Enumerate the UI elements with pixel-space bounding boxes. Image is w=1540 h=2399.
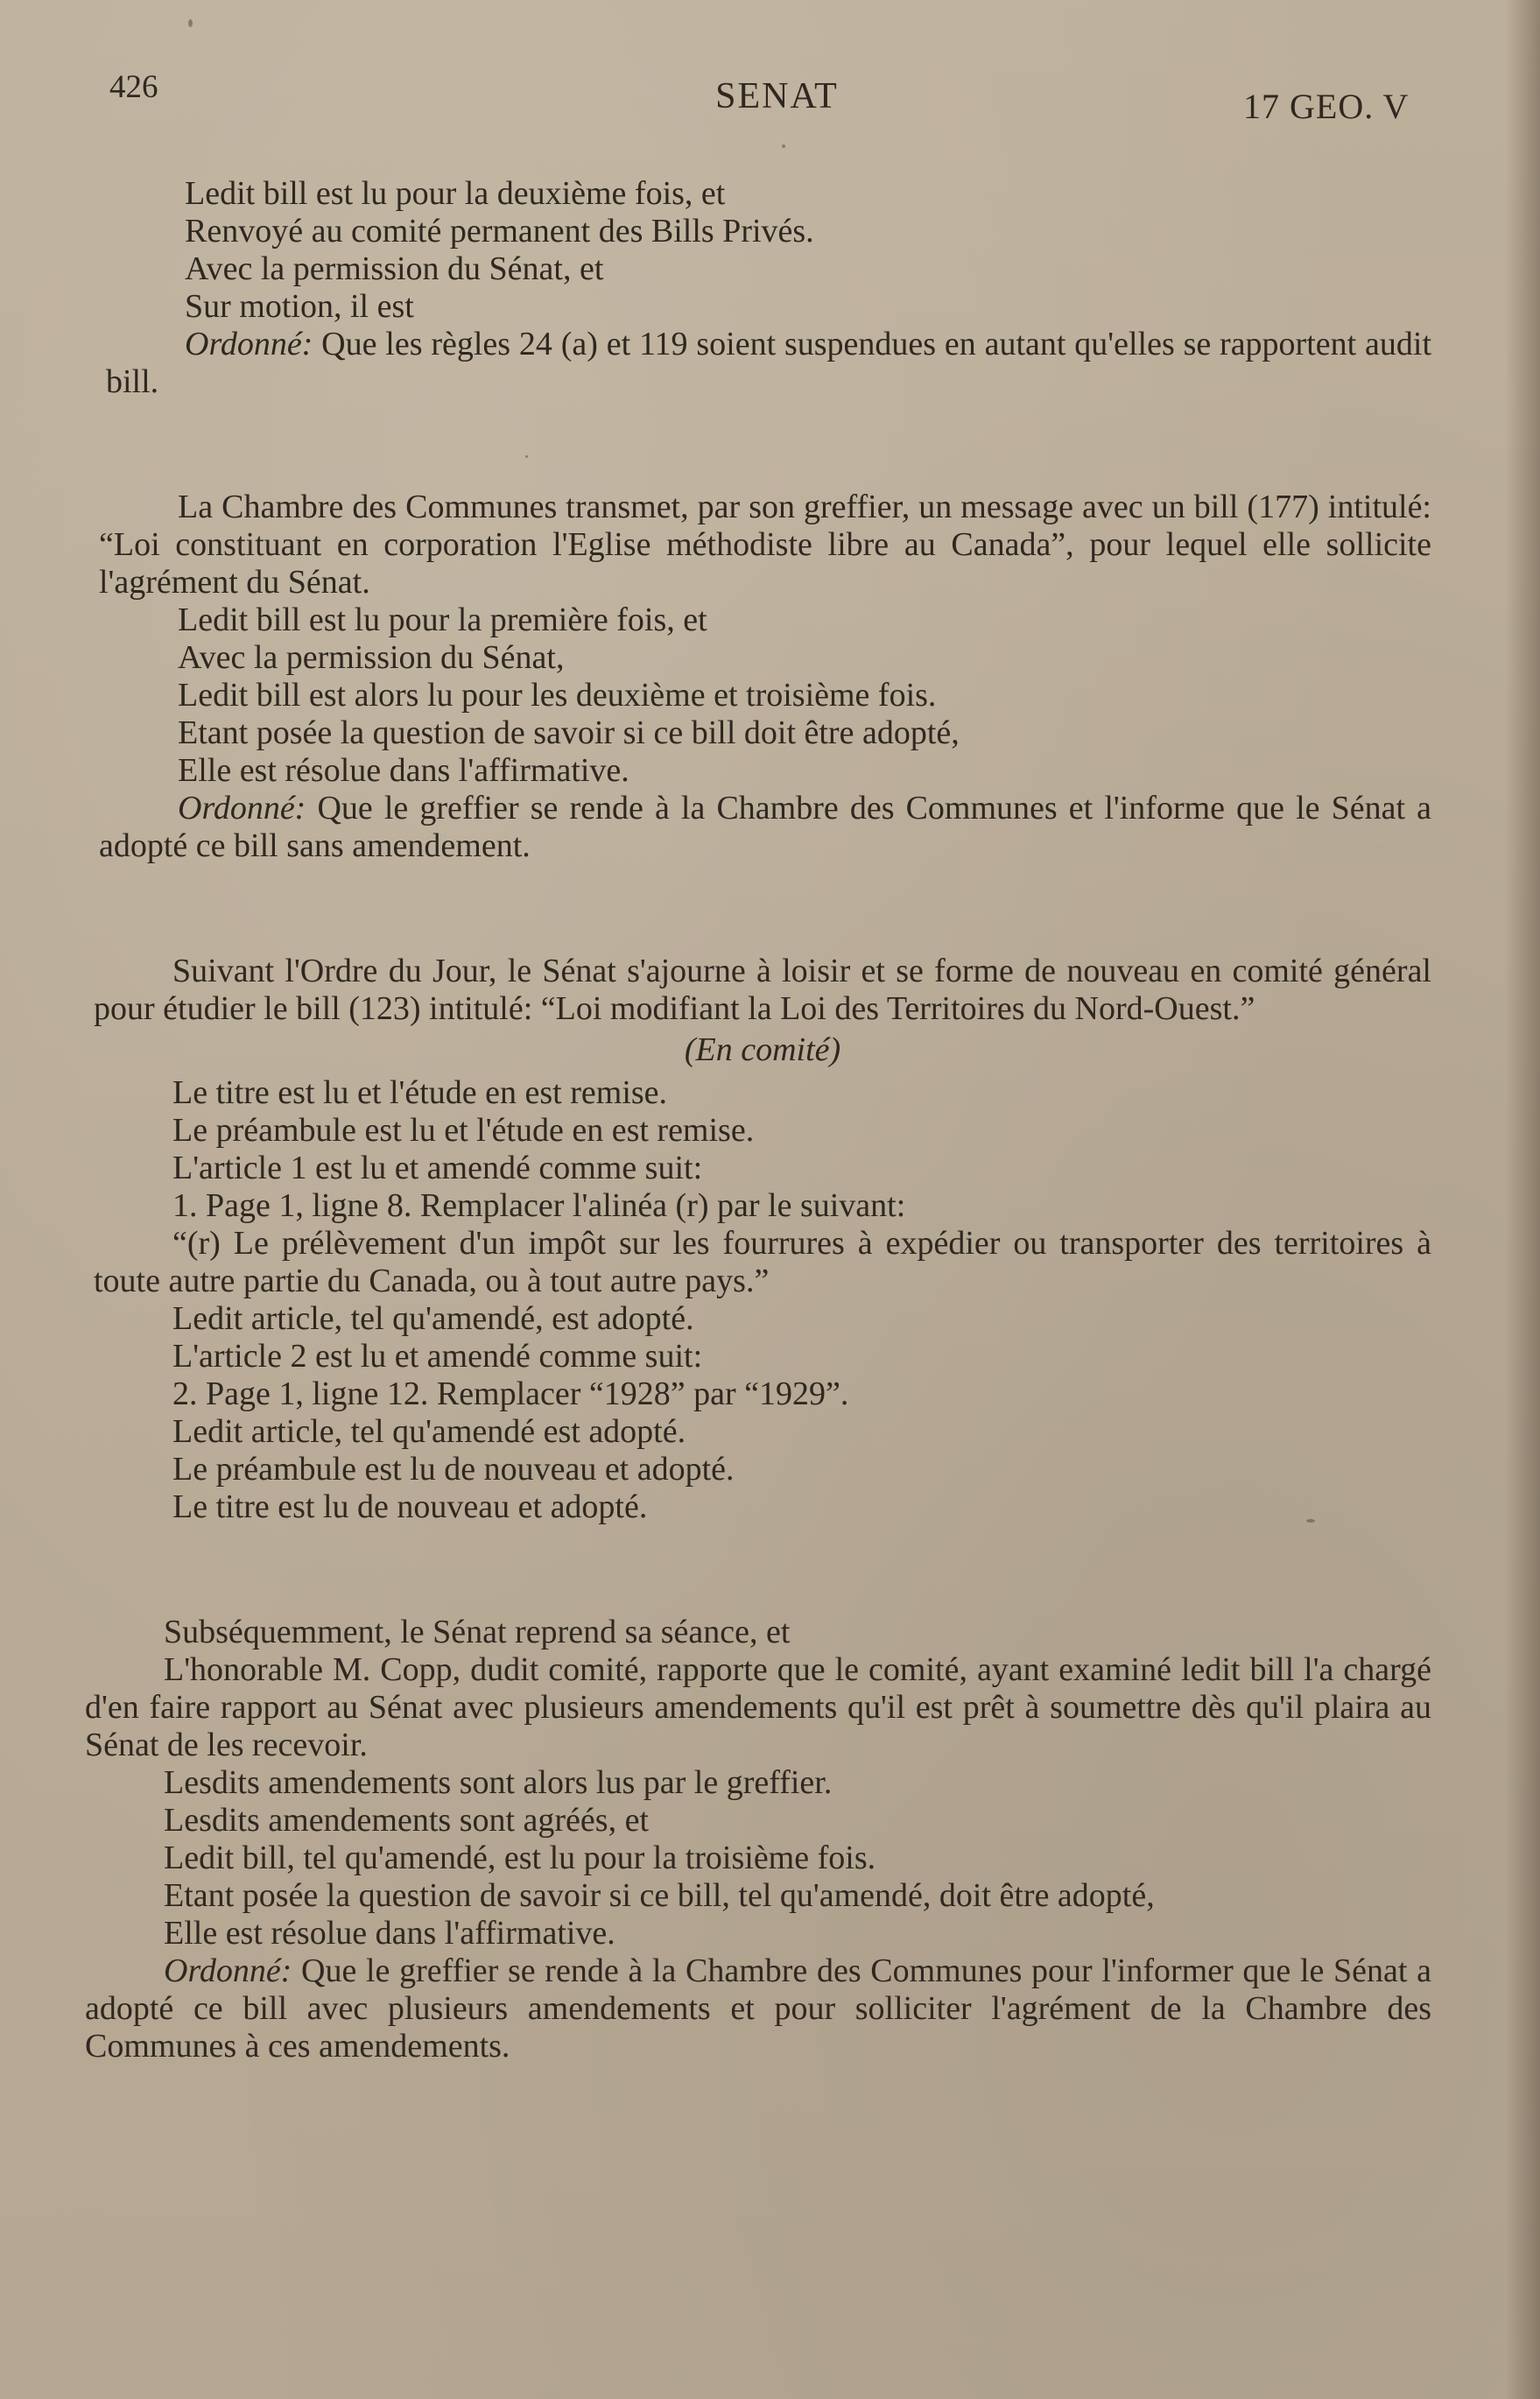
order-text: Que le greffier se rende à la Chambre des Communes et l'informe que le Sénat a adopté ce bill sans amendement.	[99, 790, 1432, 864]
text-line: Elle est résolue dans l'affirmative.	[178, 752, 629, 789]
text-line: Lesdits amendements sont alors lus par le greffier.	[164, 1764, 833, 1801]
order-paragraph	[99, 790, 1431, 865]
text-line: Ledit article, tel qu'amendé est adopté.	[172, 1413, 686, 1450]
text-line: Ledit bill, tel qu'amendé, est lu pour la troisième fois.	[164, 1840, 876, 1876]
text-line: Etant posée la question de savoir si ce bill, tel qu'amendé, doit être adopté,	[164, 1877, 1155, 1914]
text-line: Le titre est lu de nouveau et adopté.	[172, 1488, 648, 1525]
text-line: Sur motion, il est	[185, 288, 414, 325]
section-committee-report	[85, 1614, 1431, 2065]
text-line: 1. Page 1, ligne 8. Remplacer l'alinéa (r) par le suivant:	[172, 1187, 906, 1224]
intro-paragraph: Suivant l'Ordre du Jour, le Sénat s'ajourne à loisir et se forme de nouveau en comité général pour étudier le bill (123) intitulé: “Loi modifiant la Loi des Territoires du Nord-Ouest.”	[94, 953, 1431, 1027]
report-paragraph: L'honorable M. Copp, dudit comité, rapporte que le comité, ayant examiné ledit bill l'a chargé d'en faire rapport au Sénat avec plusieurs amendements qu'il est prêt à soumettre dès qu'il plaira au Sénat de les recevoir.	[85, 1651, 1431, 1763]
section-bill-123-committee	[94, 953, 1431, 1526]
committee-heading: (En comité)	[684, 1031, 841, 1068]
text-line: Ledit article, tel qu'amendé, est adopté.	[172, 1300, 694, 1337]
text-line: Avec la permission du Sénat,	[178, 639, 565, 676]
text-line: 2. Page 1, ligne 12. Remplacer “1928” par “1929”.	[172, 1375, 849, 1412]
session-label: 17 GEO. V	[1243, 87, 1410, 126]
running-head-text: SENAT	[715, 76, 839, 116]
page-edge-shadow	[1505, 0, 1540, 2399]
text-line: Elle est résolue dans l'affirmative.	[164, 1915, 615, 1952]
order-text: Que les règles 24 (a) et 119 soient suspendues en autant qu'elles se rapportent audit bill.	[106, 326, 1432, 400]
document-body	[85, 175, 1432, 2065]
order-paragraph	[85, 1952, 1431, 2065]
section-gap	[101, 401, 1431, 489]
text-line: Ledit bill est lu pour la deuxième fois, et	[185, 175, 726, 212]
text-line: Etant posée la question de savoir si ce bill doit être adopté,	[178, 714, 960, 751]
section-bill-second-reading	[106, 175, 1431, 401]
amendment-quote: “(r) Le prélèvement d'un impôt sur les fourrures à expédier ou transporter des territoires à toute autre partie du Canada, ou à tout autre pays.”	[94, 1225, 1431, 1299]
order-paragraph	[106, 326, 1431, 401]
section-gap	[101, 865, 1431, 953]
intro-paragraph: La Chambre des Communes transmet, par son greffier, un message avec un bill (177) intitulé: “Loi constituant en corporation l'Eglise méthodiste libre au Canada”, pour lequel elle sollicite l'agrément du Sénat.	[99, 489, 1431, 601]
order-label: Ordonné:	[164, 1952, 292, 1989]
page-header	[0, 63, 1540, 124]
order-label: Ordonné:	[185, 326, 313, 362]
text-line: Avec la permission du Sénat, et	[185, 250, 604, 287]
page-number: 426	[109, 69, 158, 105]
order-label: Ordonné:	[178, 790, 306, 827]
text-line: L'article 1 est lu et amendé comme suit:	[172, 1150, 703, 1186]
text-line: L'article 2 est lu et amendé comme suit:	[172, 1338, 703, 1375]
section-gap	[101, 1526, 1431, 1614]
text-line: Lesdits amendements sont agréés, et	[164, 1802, 650, 1839]
text-line: Renvoyé au comité permanent des Bills Privés.	[185, 213, 814, 250]
text-line: Subséquemment, le Sénat reprend sa séance, et	[164, 1614, 791, 1650]
text-line: Le préambule est lu de nouveau et adopté.	[172, 1451, 735, 1488]
text-line: Ledit bill est lu pour la première fois, et	[178, 602, 707, 638]
order-text: Que le greffier se rende à la Chambre des Communes pour l'informer que le Sénat a adopté ce bill avec plusieurs amendements et pour solliciter l'agrément de la Chambre des Communes à ces amendements.	[85, 1952, 1431, 2065]
text-line: Le préambule est lu et l'étude en est remise.	[172, 1112, 755, 1149]
print-speck	[782, 144, 785, 148]
print-speck	[188, 19, 193, 27]
text-line: Ledit bill est alors lu pour les deuxième et troisième fois.	[178, 677, 937, 714]
section-bill-177	[99, 489, 1431, 865]
text-line: Le titre est lu et l'étude en est remise.	[172, 1074, 668, 1111]
